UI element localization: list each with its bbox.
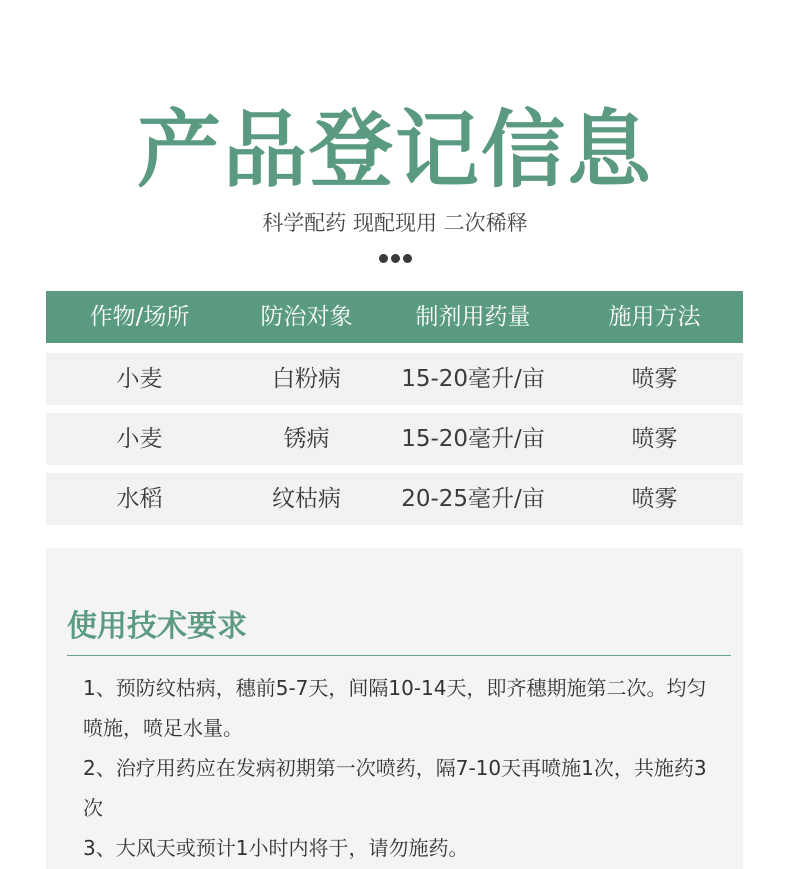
cell-method: 喷雾 bbox=[631, 366, 678, 392]
cell-dosage: 15-20毫升/亩 bbox=[401, 366, 545, 392]
cell-method: 喷雾 bbox=[631, 426, 678, 452]
dots-divider bbox=[0, 254, 790, 263]
cell-method: 喷雾 bbox=[631, 486, 678, 512]
cell-dosage: 15-20毫升/亩 bbox=[401, 426, 545, 452]
usage-panel bbox=[46, 548, 743, 869]
usage-divider bbox=[67, 655, 731, 656]
column-header-method: 施用方法 bbox=[608, 304, 701, 330]
table-row bbox=[46, 473, 743, 525]
column-header-dosage: 制剂用药量 bbox=[415, 304, 531, 330]
cell-crop: 小麦 bbox=[116, 366, 163, 392]
usage-list bbox=[83, 668, 723, 868]
cell-dosage: 20-25毫升/亩 bbox=[401, 486, 545, 512]
usage-title: 使用技术要求 bbox=[67, 609, 247, 644]
registration-table bbox=[46, 291, 743, 525]
page-title: 产品登记信息 bbox=[136, 101, 653, 199]
dot-icon bbox=[379, 254, 388, 263]
table-header-row bbox=[46, 291, 743, 343]
usage-item: 1、预防纹枯病，穗前5-7天，间隔10-14天，即齐穗期施第二次。均匀喷施，喷足水量。 bbox=[83, 676, 707, 740]
usage-item: 3、大风天或预计1小时内将于，请勿施药。 bbox=[83, 836, 469, 860]
page-subtitle: 科学配药 现配现用 二次稀释 bbox=[262, 211, 528, 235]
cell-target: 纹枯病 bbox=[272, 486, 341, 512]
table-row bbox=[46, 413, 743, 465]
cell-crop: 水稻 bbox=[116, 486, 163, 512]
cell-target: 白粉病 bbox=[272, 366, 341, 392]
table-row bbox=[46, 353, 743, 405]
cell-crop: 小麦 bbox=[116, 426, 163, 452]
dot-icon bbox=[391, 254, 400, 263]
column-header-crop: 作物/场所 bbox=[89, 304, 190, 330]
dot-icon bbox=[403, 254, 412, 263]
usage-item: 2、治疗用药应在发病初期第一次喷药，隔7-10天再喷施1次，共施药3次 bbox=[83, 756, 707, 820]
column-header-target: 防治对象 bbox=[260, 304, 353, 330]
cell-target: 锈病 bbox=[283, 426, 330, 452]
